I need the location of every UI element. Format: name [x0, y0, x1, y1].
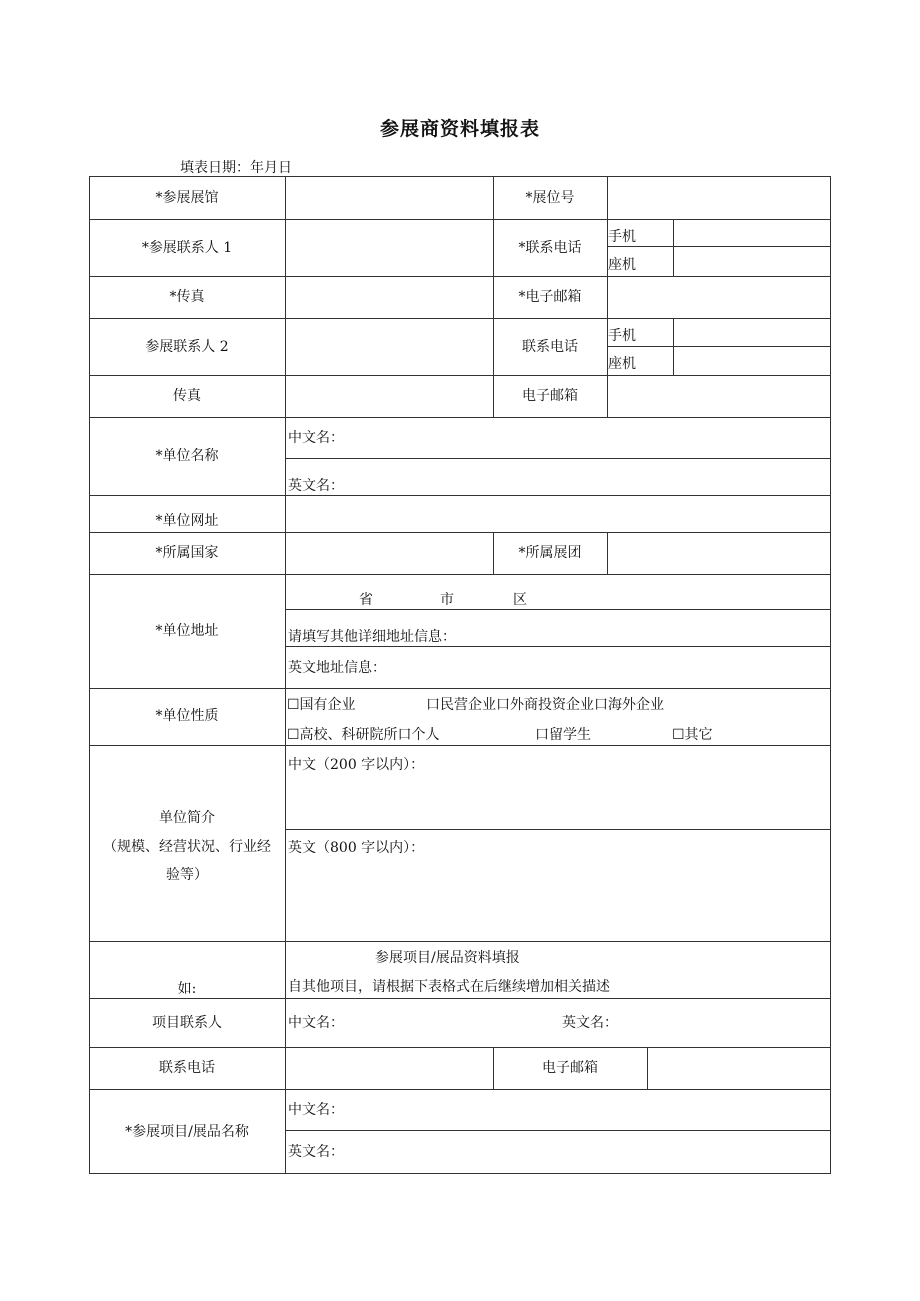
project-contact-en: 英文名：: [562, 1015, 618, 1031]
phone1-label: *联系电话: [518, 240, 582, 256]
project-email-label: 电子邮箱: [542, 1060, 598, 1076]
row-line: [89, 276, 831, 277]
col-line: [673, 318, 674, 375]
booth-label: *展位号: [525, 190, 575, 206]
fax1-label: *传真: [169, 289, 205, 305]
project-name-label: *参展项目/展品名称: [125, 1124, 249, 1140]
email2-label: 电子邮箱: [522, 388, 578, 404]
nature-other-option[interactable]: ☐其它: [672, 727, 713, 743]
table-border-top: [89, 176, 831, 177]
detail-address-label: 请填写其他详细地址信息：: [288, 629, 456, 645]
city-label: 市: [440, 592, 454, 608]
project-phone-label: 联系电话: [159, 1060, 215, 1076]
sub-row-line: [285, 646, 831, 647]
phone2-label: 联系电话: [522, 339, 578, 355]
row-line: [89, 495, 831, 496]
fax2-label: 传真: [173, 388, 201, 404]
mobile1-label: 手机: [608, 229, 636, 245]
email1-label: *电子邮箱: [518, 289, 582, 305]
intro-label-detail: （规模、经营状况、行业经: [103, 839, 271, 855]
website-label: *单位网址: [155, 513, 219, 529]
col-line: [285, 176, 286, 1173]
row-line: [89, 417, 831, 418]
row-line: [89, 532, 831, 533]
col-line: [607, 532, 608, 574]
row-line: [89, 688, 831, 689]
en-address-label: 英文地址信息：: [288, 660, 386, 676]
hall-label: *参展展馆: [155, 190, 219, 206]
col-line: [673, 219, 674, 276]
address-label: *单位地址: [155, 623, 219, 639]
fill-date: 填表日期：年月日: [180, 160, 292, 176]
project-contact-cn: 中文名：: [288, 1015, 344, 1031]
nature-label: *单位性质: [155, 708, 219, 724]
province-label: 省: [359, 592, 373, 608]
row-line: [89, 375, 831, 376]
project-note: 自其他项目，请根据下表格式在后继续增加相关描述: [288, 979, 610, 995]
mobile2-label: 手机: [608, 328, 636, 344]
contact1-label: *参展联系人 1: [141, 240, 233, 256]
project-name-en: 英文名：: [288, 1144, 344, 1160]
nature-state-option[interactable]: ☐国有企业: [287, 697, 356, 713]
district-label: 区: [513, 592, 527, 608]
project-name-cn: 中文名：: [288, 1102, 344, 1118]
row-line: [89, 745, 831, 746]
project-header: 参展项目/展品资料填报: [375, 950, 520, 966]
if-label: 如:: [177, 981, 197, 997]
row-line: [89, 998, 831, 999]
landline2-label: 座机: [608, 356, 636, 372]
nature-univ-option[interactable]: ☐高校、科研院所口个人: [287, 727, 440, 743]
intro-en-label: 英文（800 字以内）：: [288, 840, 425, 856]
intro-cn-label: 中文（200 字以内）：: [288, 757, 425, 773]
row-line: [89, 318, 831, 319]
page-title: 参展商资料填报表: [379, 118, 540, 140]
row-line: [89, 941, 831, 942]
landline1-label: 座机: [608, 257, 636, 273]
project-contact-label: 项目联系人: [152, 1015, 222, 1031]
row-line: [89, 1047, 831, 1048]
company-label: *单位名称: [155, 448, 219, 464]
sub-row-line: [285, 1130, 831, 1131]
sub-row-line: [607, 346, 831, 347]
company-en-name: 英文名：: [288, 478, 344, 494]
sub-row-line: [285, 458, 831, 459]
sub-row-line: [285, 829, 831, 830]
sub-row-line: [607, 246, 831, 247]
row-line: [89, 1089, 831, 1090]
group-label: *所属展团: [518, 545, 582, 561]
table-border-bottom: [89, 1173, 831, 1174]
company-cn-name: 中文名：: [288, 430, 344, 446]
intro-label-detail-end: 验等）: [166, 867, 208, 883]
sub-row-line: [285, 609, 831, 610]
nature-private-option[interactable]: 口民营企业口外商投资企业口海外企业: [426, 697, 664, 713]
row-line: [89, 219, 831, 220]
col-line: [647, 1047, 648, 1089]
country-label: *所属国家: [155, 545, 219, 561]
row-line: [89, 574, 831, 575]
intro-label: 单位简介: [159, 810, 215, 826]
contact2-label: 参展联系人 2: [145, 339, 229, 355]
table-border-right: [830, 176, 831, 1173]
col-line: [607, 176, 608, 417]
nature-student-option[interactable]: 口留学生: [535, 727, 591, 743]
